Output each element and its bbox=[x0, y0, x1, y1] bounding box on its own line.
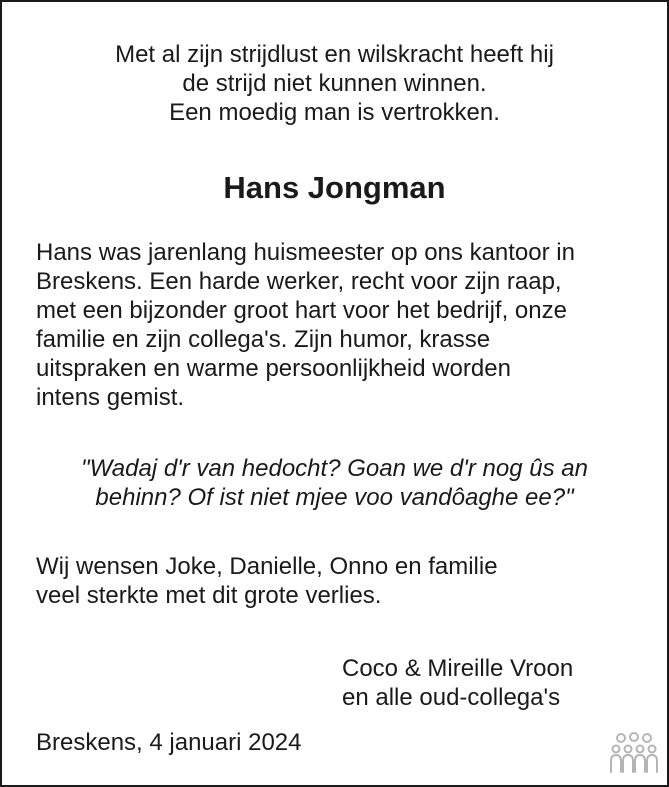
wishes-line: veel sterkte met dit grote verlies. bbox=[36, 582, 382, 609]
family-group-icon bbox=[608, 732, 660, 774]
body-line: Hans was jarenlang huismeester op ons kantoor in bbox=[36, 239, 575, 266]
signature bbox=[342, 654, 573, 712]
intro-line: de strijd niet kunnen winnen. bbox=[182, 70, 487, 97]
body-text bbox=[36, 238, 575, 412]
intro-text bbox=[2, 40, 667, 127]
wishes-line: Wij wensen Joke, Danielle, Onno en familie bbox=[36, 553, 498, 580]
condolence-wishes bbox=[36, 552, 498, 610]
quote-line: behinn? Of ist niet mjee voo vandôaghe ee?" bbox=[95, 484, 574, 511]
place-date: Breskens, 4 januari 2024 bbox=[36, 729, 302, 756]
signature-line: Coco & Mireille Vroon bbox=[342, 655, 574, 682]
body-line: intens gemist. bbox=[36, 384, 185, 411]
body-line: met een bijzonder groot hart voor het bedrijf, onze bbox=[36, 297, 567, 324]
body-line: familie en zijn collega's. Zijn humor, krasse bbox=[36, 326, 491, 353]
deceased-name: Hans Jongman bbox=[223, 170, 446, 205]
intro-line: Een moedig man is vertrokken. bbox=[169, 99, 500, 126]
quote-line: "Wadaj d'r van hedocht? Goan we d'r nog ûs an bbox=[81, 455, 588, 482]
body-line: Breskens. Een harde werker, recht voor zijn raap, bbox=[36, 268, 562, 295]
body-line: uitspraken en warme persoonlijkheid worden bbox=[36, 355, 511, 382]
dialect-quote bbox=[2, 454, 667, 512]
intro-line: Met al zijn strijdlust en wilskracht heeft hij bbox=[115, 41, 554, 68]
signature-line: en alle oud-collega's bbox=[342, 684, 561, 711]
